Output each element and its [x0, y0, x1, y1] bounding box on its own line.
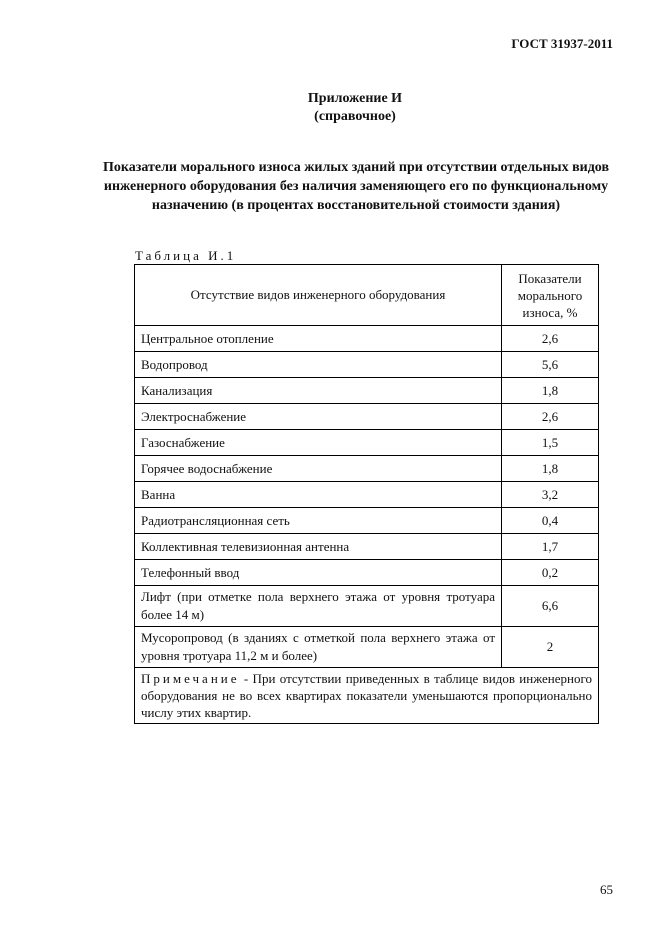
row-value: 2,6 — [502, 404, 599, 430]
appendix-subtitle: (справочное) — [314, 109, 396, 124]
row-value: 2 — [502, 627, 599, 668]
row-value: 6,6 — [502, 586, 599, 627]
row-value: 0,2 — [502, 560, 599, 586]
row-value: 0,4 — [502, 508, 599, 534]
row-value: 1,8 — [502, 378, 599, 404]
header-wear-indicator: Показатели морального износа, % — [502, 265, 599, 326]
table-row — [135, 627, 599, 668]
table-row — [135, 560, 599, 586]
table-row — [135, 508, 599, 534]
table-row — [135, 456, 599, 482]
row-name: Канализация — [135, 378, 502, 404]
row-name: Водопровод — [135, 352, 502, 378]
table-row — [135, 586, 599, 627]
page-number: 65 — [600, 882, 613, 897]
row-value: 1,5 — [502, 430, 599, 456]
row-name: Радиотрансляционная сеть — [135, 508, 502, 534]
appendix-title: Приложение И — [307, 91, 403, 106]
row-name: Телефонный ввод — [135, 560, 502, 586]
table-note — [135, 668, 599, 724]
table-row — [135, 352, 599, 378]
header-equipment-absence: Отсутствие видов инженерного оборудования — [135, 265, 502, 326]
table-row — [135, 430, 599, 456]
row-name: Электроснабжение — [135, 404, 502, 430]
table-row — [135, 534, 599, 560]
note-text: - При отсутствии приведенных в таблице видов инженерного оборудования не во всех квартирах показатели уменьшаются пропорционально числу этих квартир. — [141, 671, 592, 720]
document-code: ГОСТ 31937-2011 — [511, 36, 613, 51]
table-caption: Таблица И.1 — [135, 248, 237, 263]
row-value: 5,6 — [502, 352, 599, 378]
row-name: Коллективная телевизионная антенна — [135, 534, 502, 560]
wear-indicators-table — [134, 264, 599, 724]
row-name: Лифт (при отметке пола верхнего этажа от уровня тротуара более 14 м) — [135, 586, 502, 627]
table-row — [135, 404, 599, 430]
table-row — [135, 326, 599, 352]
row-name: Газоснабжение — [135, 430, 502, 456]
row-value: 1,8 — [502, 456, 599, 482]
row-value: 2,6 — [502, 326, 599, 352]
table-row — [135, 378, 599, 404]
row-value: 3,2 — [502, 482, 599, 508]
appendix-heading — [0, 90, 661, 126]
table-row — [135, 482, 599, 508]
row-name: Центральное отопление — [135, 326, 502, 352]
table-header-row — [135, 265, 599, 326]
row-name: Горячее водоснабжение — [135, 456, 502, 482]
document-title: Показатели морального износа жилых зданий при отсутствии отдельных видов инженерного оборудования без наличия заменяющего его по функциональному назначению (в процентах восстановительной стоимости здания) — [102, 160, 610, 213]
note-label: Примечание — [141, 671, 240, 686]
table-note-row — [135, 668, 599, 724]
row-name: Мусоропровод (в зданиях с отметкой пола верхнего этажа от уровня тротуара 11,2 м и более) — [135, 627, 502, 668]
row-value: 1,7 — [502, 534, 599, 560]
row-name: Ванна — [135, 482, 502, 508]
